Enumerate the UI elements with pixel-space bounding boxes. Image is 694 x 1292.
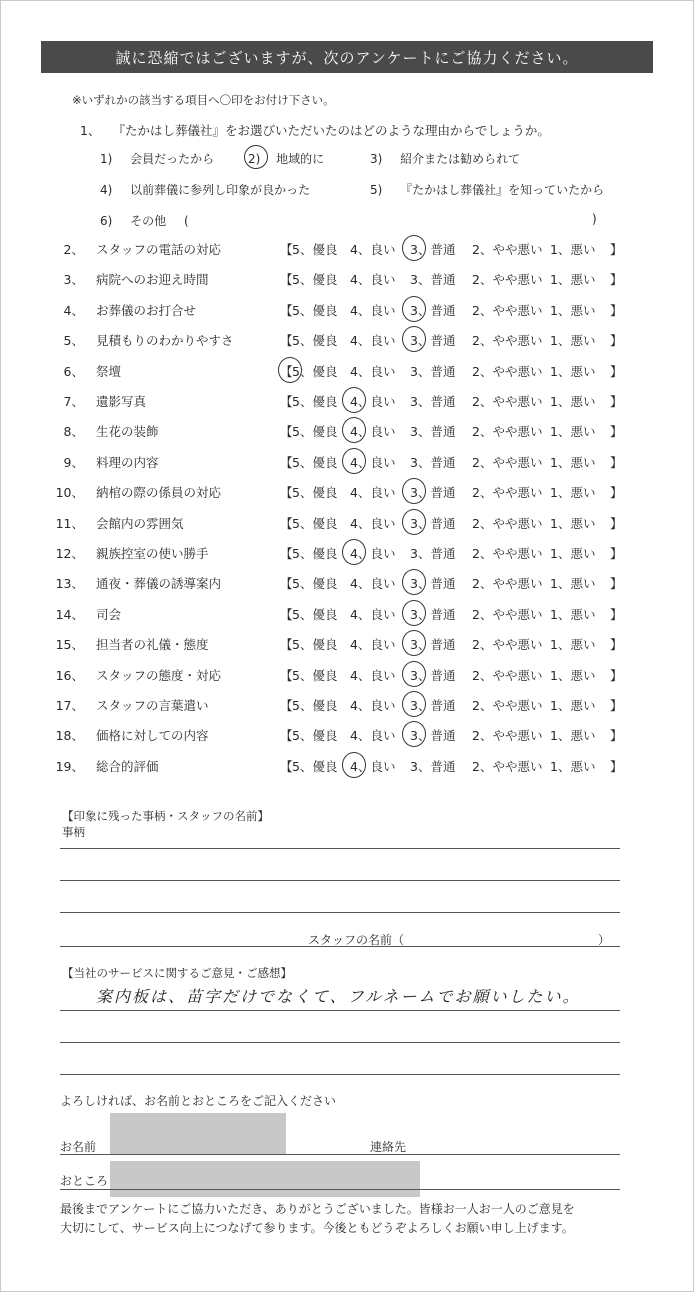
rating-option-3[interactable]: 3、普通 bbox=[410, 424, 456, 439]
rating-option-3[interactable]: 3、普通 bbox=[410, 333, 456, 348]
write-line[interactable] bbox=[60, 848, 620, 849]
option-number: 2) bbox=[248, 152, 261, 166]
question-text: 通夜・葬儀の誘導案内 bbox=[96, 576, 222, 591]
rating-option-4[interactable]: 4、良い bbox=[350, 242, 396, 257]
bracket: 【 bbox=[280, 455, 293, 470]
rating-option-4[interactable]: 4、良い bbox=[350, 333, 396, 348]
bracket: 】 bbox=[610, 698, 623, 713]
rating-option-3[interactable]: 3、普通 bbox=[410, 728, 456, 743]
bracket: 】 bbox=[610, 394, 623, 409]
rating-option-3[interactable]: 3、普通 bbox=[410, 272, 456, 287]
survey-title-banner bbox=[41, 41, 653, 73]
rating-option-5[interactable]: 5、優良 bbox=[292, 333, 338, 348]
rating-option-3[interactable]: 3、普通 bbox=[410, 364, 456, 379]
bracket: 】 bbox=[610, 303, 623, 318]
rating-option-3[interactable]: 3、普通 bbox=[410, 759, 456, 774]
rating-option-2[interactable]: 2、やや悪い bbox=[472, 576, 543, 591]
question-number: 9、 bbox=[63, 455, 84, 470]
bracket: 】 bbox=[610, 364, 623, 379]
question-text: 納棺の際の係員の対応 bbox=[96, 485, 222, 500]
question-number: 8、 bbox=[63, 424, 84, 439]
address-label: おところ bbox=[60, 1174, 109, 1188]
rating-option-1[interactable]: 1、悪い bbox=[550, 546, 596, 561]
q1-option-3[interactable] bbox=[370, 150, 520, 167]
question-number: 12、 bbox=[55, 546, 84, 561]
selected-rating-circle bbox=[402, 235, 426, 261]
question-number: 4、 bbox=[63, 303, 84, 318]
question-text: 司会 bbox=[96, 607, 122, 622]
bracket: 【 bbox=[280, 637, 293, 652]
rating-option-3[interactable]: 3、普通 bbox=[410, 576, 456, 591]
question-1-text: 『たかはし葬儀社』をお選びいただいたのはどのような理由からでしょうか。 bbox=[112, 123, 550, 138]
closing-line-1: 最後までアンケートにご協力いただき、ありがとうございました。皆様お一人お一人のご意見を bbox=[60, 1202, 575, 1216]
selected-rating-circle bbox=[402, 326, 426, 352]
q1-option-4[interactable] bbox=[100, 181, 310, 198]
rating-option-1[interactable]: 1、悪い bbox=[550, 272, 596, 287]
write-line[interactable] bbox=[60, 912, 620, 913]
bracket: 】 bbox=[610, 728, 623, 743]
option-number: 4) bbox=[100, 183, 113, 197]
selected-rating-circle bbox=[402, 600, 426, 626]
selected-rating-circle bbox=[342, 417, 366, 443]
rating-option-5[interactable]: 5、優良 bbox=[292, 546, 338, 561]
option-number: 1) bbox=[100, 152, 113, 166]
contact-label: 連絡先 bbox=[370, 1140, 407, 1154]
bracket: 【 bbox=[280, 759, 293, 774]
rating-option-1[interactable]: 1、悪い bbox=[550, 698, 596, 713]
bracket: 【 bbox=[280, 333, 293, 348]
rating-option-4[interactable]: 4、良い bbox=[350, 516, 396, 531]
bracket: 】 bbox=[610, 668, 623, 683]
rating-option-2[interactable]: 2、やや悪い bbox=[472, 516, 543, 531]
rating-option-4[interactable]: 4、良い bbox=[350, 607, 396, 622]
rating-option-2[interactable]: 2、やや悪い bbox=[472, 485, 543, 500]
question-text: スタッフの態度・対応 bbox=[96, 668, 222, 683]
rating-option-1[interactable]: 1、悪い bbox=[550, 668, 596, 683]
rating-option-4[interactable]: 4、良い bbox=[350, 272, 396, 287]
question-text: 価格に対しての内容 bbox=[96, 728, 209, 743]
question-number: 2、 bbox=[63, 242, 84, 257]
rating-option-5[interactable]: 5、優良 bbox=[292, 607, 338, 622]
bracket: 【 bbox=[280, 424, 293, 439]
selected-rating-circle bbox=[278, 357, 302, 383]
impressions-heading: 【印象に残った事柄・スタッフの名前】 bbox=[62, 809, 269, 823]
question-1-number: 1、 bbox=[80, 123, 101, 138]
selected-rating-circle bbox=[402, 509, 426, 535]
staff-name-line[interactable] bbox=[60, 946, 620, 947]
rating-option-1[interactable]: 1、悪い bbox=[550, 424, 596, 439]
rating-option-2[interactable]: 2、やや悪い bbox=[472, 759, 543, 774]
rating-option-1[interactable]: 1、悪い bbox=[550, 576, 596, 591]
rating-option-5[interactable]: 5、優良 bbox=[292, 303, 338, 318]
bracket: 【 bbox=[280, 303, 293, 318]
option-label: その他 bbox=[130, 214, 167, 228]
address-line[interactable] bbox=[60, 1189, 620, 1190]
question-number: 15、 bbox=[55, 637, 84, 652]
rating-option-1[interactable]: 1、悪い bbox=[550, 242, 596, 257]
question-number: 13、 bbox=[55, 576, 84, 591]
bracket: 【 bbox=[280, 576, 293, 591]
question-number: 18、 bbox=[55, 728, 84, 743]
question-text: 見積もりのわかりやすさ bbox=[96, 333, 234, 348]
question-number: 5、 bbox=[63, 333, 84, 348]
handwritten-comment: 案内板は、苗字だけでなくて、フルネームでお願いしたい。 bbox=[96, 987, 581, 1006]
question-number: 11、 bbox=[55, 516, 84, 531]
rating-option-2[interactable]: 2、やや悪い bbox=[472, 303, 543, 318]
q1-option-1[interactable] bbox=[100, 150, 214, 167]
bracket: 【 bbox=[280, 668, 293, 683]
bracket: 【 bbox=[280, 516, 293, 531]
write-line[interactable] bbox=[60, 1042, 620, 1043]
bracket: 【 bbox=[280, 546, 293, 561]
rating-option-3[interactable]: 3、普通 bbox=[410, 546, 456, 561]
rating-option-5[interactable]: 5、優良 bbox=[292, 516, 338, 531]
question-text: お葬儀のお打合せ bbox=[96, 303, 197, 318]
rating-option-4[interactable]: 4、良い bbox=[350, 668, 396, 683]
contact-prompt: よろしければ、お名前とおところをご記入ください bbox=[60, 1094, 337, 1108]
rating-option-4[interactable]: 4、良い bbox=[350, 637, 396, 652]
question-1 bbox=[80, 121, 550, 139]
question-number: 17、 bbox=[55, 698, 84, 713]
bracket: 】 bbox=[610, 424, 623, 439]
bracket: 【 bbox=[280, 485, 293, 500]
bracket: 【 bbox=[280, 272, 293, 287]
rating-option-4[interactable]: 4、良い bbox=[350, 364, 396, 379]
rating-option-2[interactable]: 2、やや悪い bbox=[472, 698, 543, 713]
bracket: 】 bbox=[610, 242, 623, 257]
rating-option-2[interactable]: 2、やや悪い bbox=[472, 607, 543, 622]
rating-option-1[interactable]: 1、悪い bbox=[550, 759, 596, 774]
rating-option-1[interactable]: 1、悪い bbox=[550, 303, 596, 318]
matter-label: 事柄 bbox=[62, 825, 85, 839]
rating-option-4[interactable]: 4、良い bbox=[350, 728, 396, 743]
rating-option-4[interactable]: 4、良い bbox=[350, 576, 396, 591]
write-line[interactable] bbox=[60, 1074, 620, 1075]
rating-option-1[interactable]: 1、悪い bbox=[550, 516, 596, 531]
rating-option-4[interactable]: 4、良い bbox=[350, 485, 396, 500]
rating-option-2[interactable]: 2、やや悪い bbox=[472, 637, 543, 652]
rating-option-4[interactable]: 4、良い bbox=[350, 759, 396, 774]
rating-option-1[interactable]: 1、悪い bbox=[550, 364, 596, 379]
selected-rating-circle bbox=[402, 691, 426, 717]
rating-option-1[interactable]: 1、悪い bbox=[550, 485, 596, 500]
rating-option-5[interactable]: 5、優良 bbox=[292, 242, 338, 257]
bracket: 【 bbox=[280, 698, 293, 713]
other-close-paren: ) bbox=[592, 212, 597, 226]
name-label: お名前 bbox=[60, 1140, 97, 1154]
rating-option-1[interactable]: 1、悪い bbox=[550, 607, 596, 622]
rating-option-5[interactable]: 5、優良 bbox=[292, 759, 338, 774]
question-text: 祭壇 bbox=[96, 364, 122, 379]
question-number: 7、 bbox=[63, 394, 84, 409]
rating-option-5[interactable]: 5、優良 bbox=[292, 272, 338, 287]
selected-rating-circle bbox=[402, 296, 426, 322]
question-text: スタッフの言葉遣い bbox=[96, 698, 209, 713]
write-line[interactable] bbox=[60, 880, 620, 881]
bracket: 】 bbox=[610, 637, 623, 652]
rating-option-2[interactable]: 2、やや悪い bbox=[472, 333, 543, 348]
bracket: 】 bbox=[610, 607, 623, 622]
rating-option-5[interactable]: 5、優良 bbox=[292, 394, 338, 409]
bracket: 【 bbox=[280, 607, 293, 622]
rating-option-2[interactable]: 2、やや悪い bbox=[472, 272, 543, 287]
bracket: 】 bbox=[610, 333, 623, 348]
rating-option-2[interactable]: 2、やや悪い bbox=[472, 546, 543, 561]
rating-option-3[interactable]: 3、普通 bbox=[410, 516, 456, 531]
selected-rating-circle bbox=[342, 448, 366, 474]
rating-option-5[interactable]: 5、優良 bbox=[292, 698, 338, 713]
instructions: ※いずれかの該当する項目へ〇印をお付け下さい。 bbox=[72, 93, 335, 107]
question-text: 病院へのお迎え時間 bbox=[96, 272, 209, 287]
rating-option-3[interactable]: 3、普通 bbox=[410, 485, 456, 500]
question-number: 3、 bbox=[63, 272, 84, 287]
rating-option-3[interactable]: 3、普通 bbox=[410, 607, 456, 622]
option-label: 地域的に bbox=[276, 152, 325, 166]
rating-option-2[interactable]: 2、やや悪い bbox=[472, 394, 543, 409]
bracket: 【 bbox=[280, 242, 293, 257]
rating-option-1[interactable]: 1、悪い bbox=[550, 637, 596, 652]
option-label: 以前葬儀に参列し印象が良かった bbox=[130, 183, 311, 197]
rating-option-2[interactable]: 2、やや悪い bbox=[472, 455, 543, 470]
rating-option-4[interactable]: 4、良い bbox=[350, 394, 396, 409]
other-open-paren: ( bbox=[184, 214, 189, 228]
rating-option-5[interactable]: 5、優良 bbox=[292, 364, 338, 379]
option-number: 3) bbox=[370, 152, 383, 166]
rating-option-3[interactable]: 3、普通 bbox=[410, 698, 456, 713]
rating-option-4[interactable]: 4、良い bbox=[350, 424, 396, 439]
bracket: 【 bbox=[280, 364, 293, 379]
bracket: 【 bbox=[280, 394, 293, 409]
rating-option-4[interactable]: 4、良い bbox=[350, 546, 396, 561]
rating-option-2[interactable]: 2、やや悪い bbox=[472, 242, 543, 257]
opinions-heading: 【当社のサービスに関するご意見・ご感想】 bbox=[62, 966, 292, 980]
rating-option-5[interactable]: 5、優良 bbox=[292, 424, 338, 439]
rating-option-5[interactable]: 5、優良 bbox=[292, 668, 338, 683]
bracket: 】 bbox=[610, 546, 623, 561]
selected-rating-circle bbox=[342, 752, 366, 778]
rating-option-5[interactable]: 5、優良 bbox=[292, 728, 338, 743]
question-text: 総合的評価 bbox=[96, 759, 159, 774]
option-label: 紹介または勧められて bbox=[400, 152, 521, 166]
staff-name-close: ） bbox=[598, 933, 611, 947]
bracket: 】 bbox=[610, 272, 623, 287]
bracket: 】 bbox=[610, 759, 623, 774]
redacted-address bbox=[110, 1161, 420, 1197]
closing-line-2: 大切にして、サービス向上につなげて参ります。今後ともどうぞよろしくお願い申し上げます。 bbox=[60, 1221, 574, 1235]
question-number: 14、 bbox=[55, 607, 84, 622]
rating-option-5[interactable]: 5、優良 bbox=[292, 455, 338, 470]
question-text: 担当者の礼儀・態度 bbox=[96, 637, 209, 652]
selected-rating-circle bbox=[402, 569, 426, 595]
survey-title: 誠に恐縮ではございますが、次のアンケートにご協力ください。 bbox=[115, 48, 579, 67]
staff-name-label: スタッフの名前（ bbox=[308, 933, 405, 947]
rating-option-4[interactable]: 4、良い bbox=[350, 455, 396, 470]
bracket: 】 bbox=[610, 485, 623, 500]
question-text: 遺影写真 bbox=[96, 394, 147, 409]
bracket: 】 bbox=[610, 516, 623, 531]
option-number: 6) bbox=[100, 214, 113, 228]
question-number: 6、 bbox=[63, 364, 84, 379]
write-line[interactable] bbox=[60, 1010, 620, 1011]
question-text: 親族控室の使い勝手 bbox=[96, 546, 209, 561]
rating-option-5[interactable]: 5、優良 bbox=[292, 485, 338, 500]
redacted-name bbox=[110, 1113, 286, 1155]
rating-option-1[interactable]: 1、悪い bbox=[550, 333, 596, 348]
q1-option-6[interactable] bbox=[100, 212, 189, 229]
rating-option-2[interactable]: 2、やや悪い bbox=[472, 728, 543, 743]
rating-option-1[interactable]: 1、悪い bbox=[550, 728, 596, 743]
option-number: 5) bbox=[370, 183, 383, 197]
rating-option-2[interactable]: 2、やや悪い bbox=[472, 364, 543, 379]
q1-option-5[interactable] bbox=[370, 181, 604, 198]
rating-option-3[interactable]: 3、普通 bbox=[410, 455, 456, 470]
rating-option-1[interactable]: 1、悪い bbox=[550, 394, 596, 409]
question-number: 10、 bbox=[55, 485, 84, 500]
rating-option-3[interactable]: 3、普通 bbox=[410, 242, 456, 257]
selected-rating-circle bbox=[402, 478, 426, 504]
bracket: 】 bbox=[610, 455, 623, 470]
selected-rating-circle bbox=[402, 721, 426, 747]
option-label: 会員だったから bbox=[130, 152, 215, 166]
rating-option-4[interactable]: 4、良い bbox=[350, 303, 396, 318]
selected-rating-circle bbox=[402, 661, 426, 687]
rating-option-5[interactable]: 5、優良 bbox=[292, 637, 338, 652]
rating-option-5[interactable]: 5、優良 bbox=[292, 576, 338, 591]
rating-option-4[interactable]: 4、良い bbox=[350, 698, 396, 713]
selected-rating-circle bbox=[342, 539, 366, 565]
question-text: 料理の内容 bbox=[96, 455, 159, 470]
question-number: 19、 bbox=[55, 759, 84, 774]
rating-option-3[interactable]: 3、普通 bbox=[410, 303, 456, 318]
question-text: 会館内の雰囲気 bbox=[96, 516, 184, 531]
selected-rating-circle bbox=[402, 630, 426, 656]
rating-option-3[interactable]: 3、普通 bbox=[410, 668, 456, 683]
name-line[interactable] bbox=[60, 1154, 620, 1155]
rating-option-2[interactable]: 2、やや悪い bbox=[472, 424, 543, 439]
rating-option-2[interactable]: 2、やや悪い bbox=[472, 668, 543, 683]
rating-option-3[interactable]: 3、普通 bbox=[410, 394, 456, 409]
bracket: 【 bbox=[280, 728, 293, 743]
rating-option-3[interactable]: 3、普通 bbox=[410, 637, 456, 652]
selected-rating-circle bbox=[342, 387, 366, 413]
question-text: 生花の装飾 bbox=[96, 424, 159, 439]
bracket: 】 bbox=[610, 576, 623, 591]
question-number: 16、 bbox=[55, 668, 84, 683]
question-text: スタッフの電話の対応 bbox=[96, 242, 222, 257]
option-label: 『たかはし葬儀社』を知っていたから bbox=[400, 183, 605, 197]
rating-option-1[interactable]: 1、悪い bbox=[550, 455, 596, 470]
q1-selected-circle bbox=[244, 145, 268, 169]
